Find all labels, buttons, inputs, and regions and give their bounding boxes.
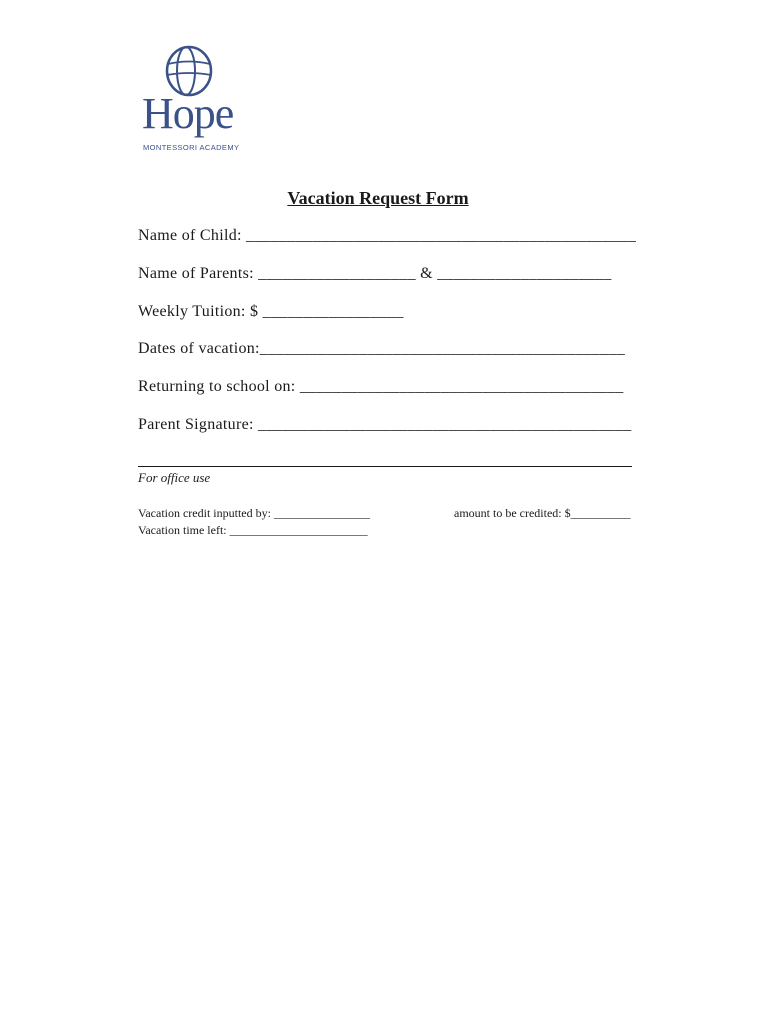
child-name-field[interactable]: Name of Child: _______________________________________________ (138, 227, 637, 244)
logo-wordmark: Hope (142, 89, 234, 138)
return-date-field[interactable]: Returning to school on: _______________________________________ (138, 378, 624, 395)
vacation-dates-field[interactable]: Dates of vacation:____________________________________________ (138, 340, 625, 357)
parents-name-field[interactable]: Name of Parents: ___________________ & _____________________ (138, 265, 612, 282)
logo-subtitle: MONTESSORI ACADEMY (143, 143, 240, 152)
form-title: Vacation Request Form (287, 188, 469, 208)
vacation-time-left-field[interactable]: Vacation time left: _______________________ (138, 523, 368, 537)
amount-credited-field[interactable]: amount to be credited: $__________ (454, 506, 631, 520)
office-use-label: For office use (138, 470, 211, 485)
school-logo (138, 44, 248, 154)
parent-signature-field[interactable]: Parent Signature: _____________________________________________ (138, 416, 632, 433)
weekly-tuition-field[interactable]: Weekly Tuition: $ _________________ (138, 303, 404, 320)
credit-inputted-field[interactable]: Vacation credit inputted by: ________________ (138, 506, 370, 520)
office-divider (138, 466, 632, 467)
